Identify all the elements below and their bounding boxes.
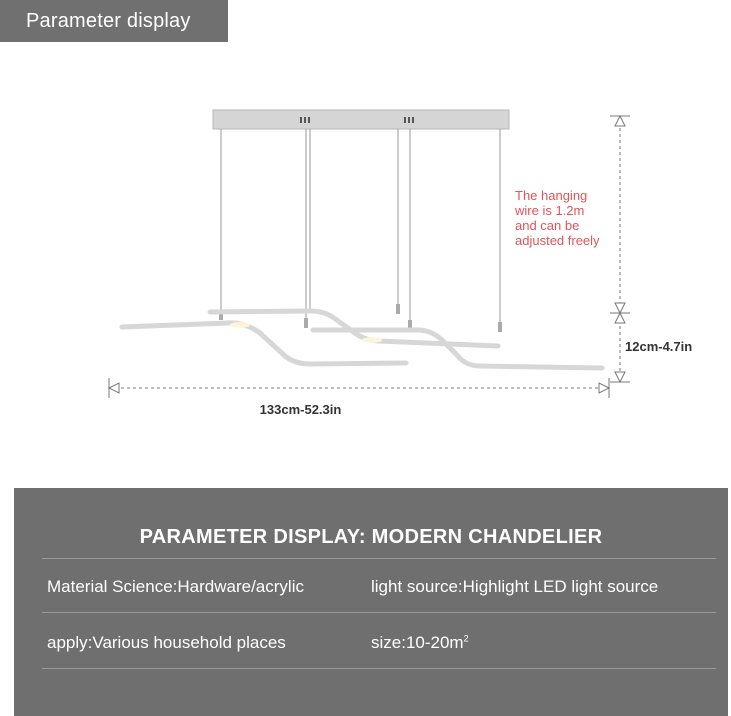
panel-title: PARAMETER DISPLAY: MODERN CHANDELIER <box>139 526 603 548</box>
suspension-wires <box>221 129 500 330</box>
ceiling-canopy <box>213 110 509 129</box>
material-cell: Material Science:Hardware/acrylic <box>47 577 304 596</box>
height-label: 12cm-4.7in <box>625 339 693 354</box>
led-arms <box>122 311 602 368</box>
apply-cell: apply:Various household places <box>47 633 286 652</box>
width-label: 133cm-52.3in <box>259 402 342 417</box>
parameter-panel <box>14 488 728 716</box>
size-exponent: 2 <box>463 633 469 644</box>
divider <box>42 612 716 613</box>
divider <box>42 558 716 559</box>
divider <box>42 668 716 669</box>
size-value: size:10-20m <box>371 633 464 652</box>
size-cell <box>371 633 469 653</box>
hanging-wire-note: The hanging wire is 1.2m and can be adjusted freely <box>515 188 600 248</box>
width-dimension <box>109 378 609 398</box>
section-tag: Parameter display <box>0 0 228 42</box>
light-source-cell: light source:Highlight LED light source <box>371 577 659 596</box>
